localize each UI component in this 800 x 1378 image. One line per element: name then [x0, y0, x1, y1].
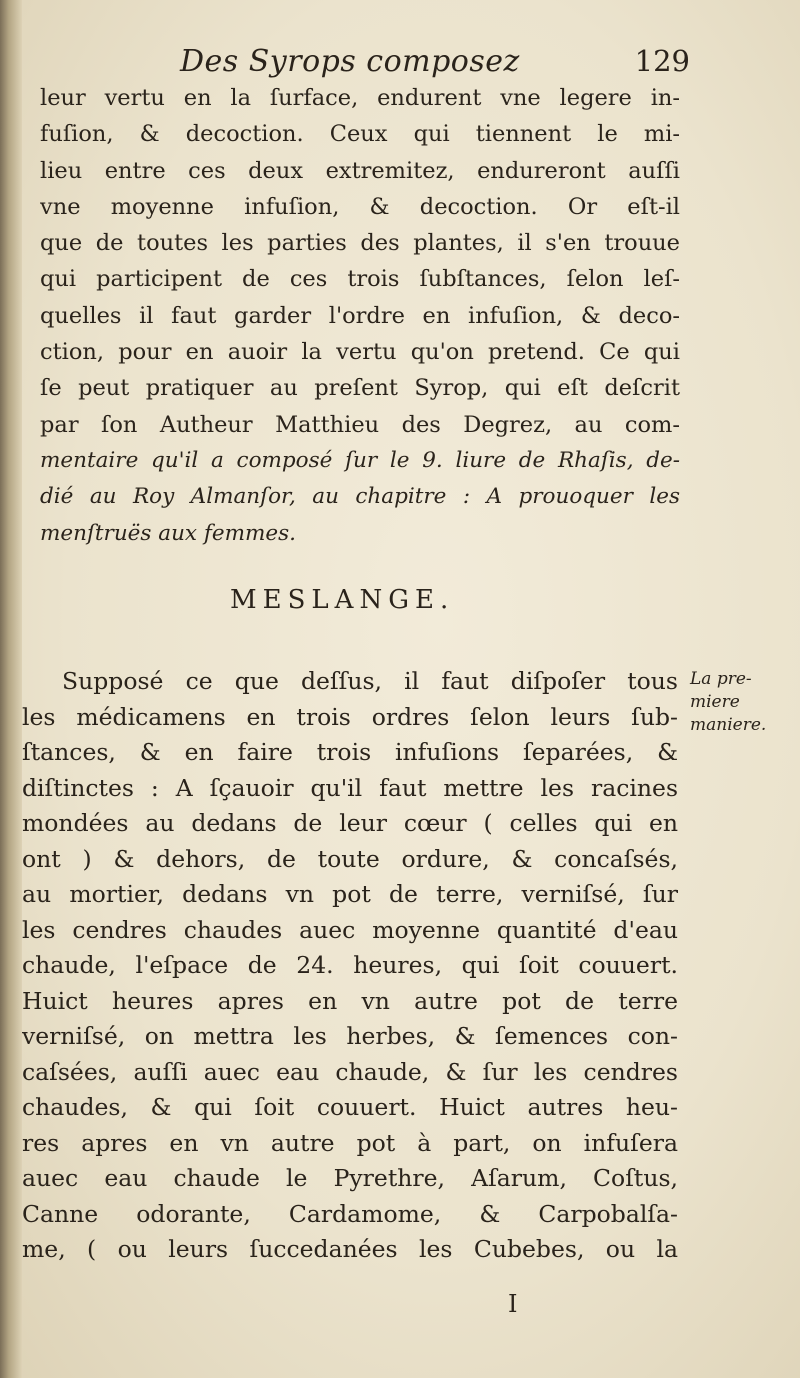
text-line-italic: menſtruës aux femmes. — [40, 520, 296, 546]
text-line: vne moyenne infuſion, & decoction. Or eſt-il — [40, 193, 680, 220]
text-line: qui participent de ces trois ſubſtances, ſelon leſ- — [40, 266, 680, 293]
text-line-italic: mentaire qu'il a composé ſur le 9. liure de Rhaſis, de- — [40, 447, 680, 473]
text-line: les médicamens en trois ordres ſelon leurs ſub- — [22, 702, 678, 731]
margin-note-line: maniere. — [690, 715, 767, 735]
text-line: ſtances, & en faire trois infuſions ſeparées, & — [22, 738, 678, 766]
paragraph-1 — [40, 80, 680, 552]
text-line: chaudes, & qui ſoit couuert. Huict autres heu- — [22, 1093, 678, 1121]
text-line: diſtinctes : A ſçauoir qu'il faut mettre les racines — [22, 773, 678, 802]
text-line-italic: dié au Roy Almanſor, au chapitre : A prouoquer les — [40, 484, 680, 510]
text-line: me, ( ou leurs ſuccedanées les Cubebes, ou la — [22, 1235, 678, 1263]
running-head-title: Des Syrops composez — [180, 44, 520, 79]
text-line: Supposé ce que deſſus, il faut diſpoſer tous — [62, 667, 678, 695]
text-line: res apres en vn autre pot à part, on infuſera — [22, 1128, 678, 1157]
text-line: fuſion, & decoction. Ceux qui tiennent le mi- — [40, 121, 680, 148]
page-number: 129 — [634, 44, 690, 78]
text-line: que de toutes les parties des plantes, il s'en trouue — [40, 230, 680, 257]
running-head — [40, 44, 690, 84]
text-line: lieu entre ces deux extremitez, endureront auſſi — [40, 157, 680, 184]
text-line: les cendres chaudes auec moyenne quantité d'eau — [22, 915, 678, 944]
text-line: ont ) & dehors, de toute ordure, & concaſsés, — [22, 844, 678, 873]
margin-note — [690, 668, 790, 737]
text-line: caſsées, auſſi auec eau chaude, & ſur les cendres — [22, 1057, 678, 1086]
text-line: ction, pour en auoir la vertu qu'on pretend. Ce qui — [40, 339, 680, 366]
paragraph-2 — [22, 664, 678, 1268]
page-gutter — [0, 0, 22, 1378]
text-line: quelles il faut garder l'ordre en infuſion, & deco- — [40, 302, 680, 329]
text-line: auec eau chaude le Pyrethre, Aſarum, Coſtus, — [22, 1164, 678, 1192]
section-heading: MESLANGE. — [230, 585, 455, 615]
text-line: par ſon Autheur Matthieu des Degrez, au com- — [40, 411, 680, 438]
text-line: chaude, l'eſpace de 24. heures, qui ſoit couuert. — [22, 951, 678, 979]
signature-mark: I — [508, 1290, 518, 1318]
text-line: au mortier, dedans vn pot de terre, verniſsé, ſur — [22, 880, 678, 908]
text-line: mondées au dedans de leur cœur ( celles qui en — [22, 809, 678, 837]
text-line: ſe peut pratiquer au preſent Syrop, qui eſt deſcrit — [40, 375, 680, 402]
margin-note-line: La pre- — [690, 669, 752, 689]
text-line: leur vertu en la ſurface, endurent vne legere in- — [40, 85, 680, 111]
text-line: Huict heures apres en vn autre pot de terre — [22, 986, 678, 1015]
text-line: Canne odorante, Cardamome, & Carpobalſa- — [22, 1199, 678, 1228]
margin-note-line: miere — [690, 692, 740, 712]
text-line: verniſsé, on mettra les herbes, & ſemences con- — [22, 1022, 678, 1050]
